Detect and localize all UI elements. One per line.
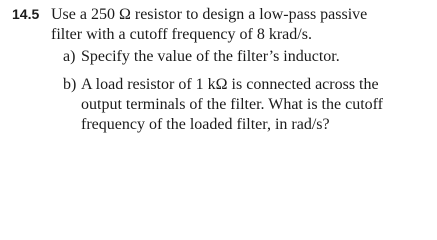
- part-a-label: a): [63, 48, 76, 65]
- part-a-text-line-1: Specify the value of the filter’s inductor.: [81, 48, 340, 65]
- part-b-text-line-1: A load resistor of 1 kΩ is connected across the: [81, 76, 379, 93]
- part-b-text-line-3: frequency of the loaded filter, in rad/s?: [81, 116, 330, 133]
- part-b-label: b): [63, 76, 77, 93]
- problem-statement-line-2: filter with a cutoff frequency of 8 krad/s.: [51, 26, 312, 43]
- part-b-text-line-2: output terminals of the filter. What is the cutoff: [81, 96, 384, 113]
- problem-statement-line-1: Use a 250 Ω resistor to design a low-pass passive: [51, 6, 368, 23]
- problem-number: 14.5: [12, 6, 40, 22]
